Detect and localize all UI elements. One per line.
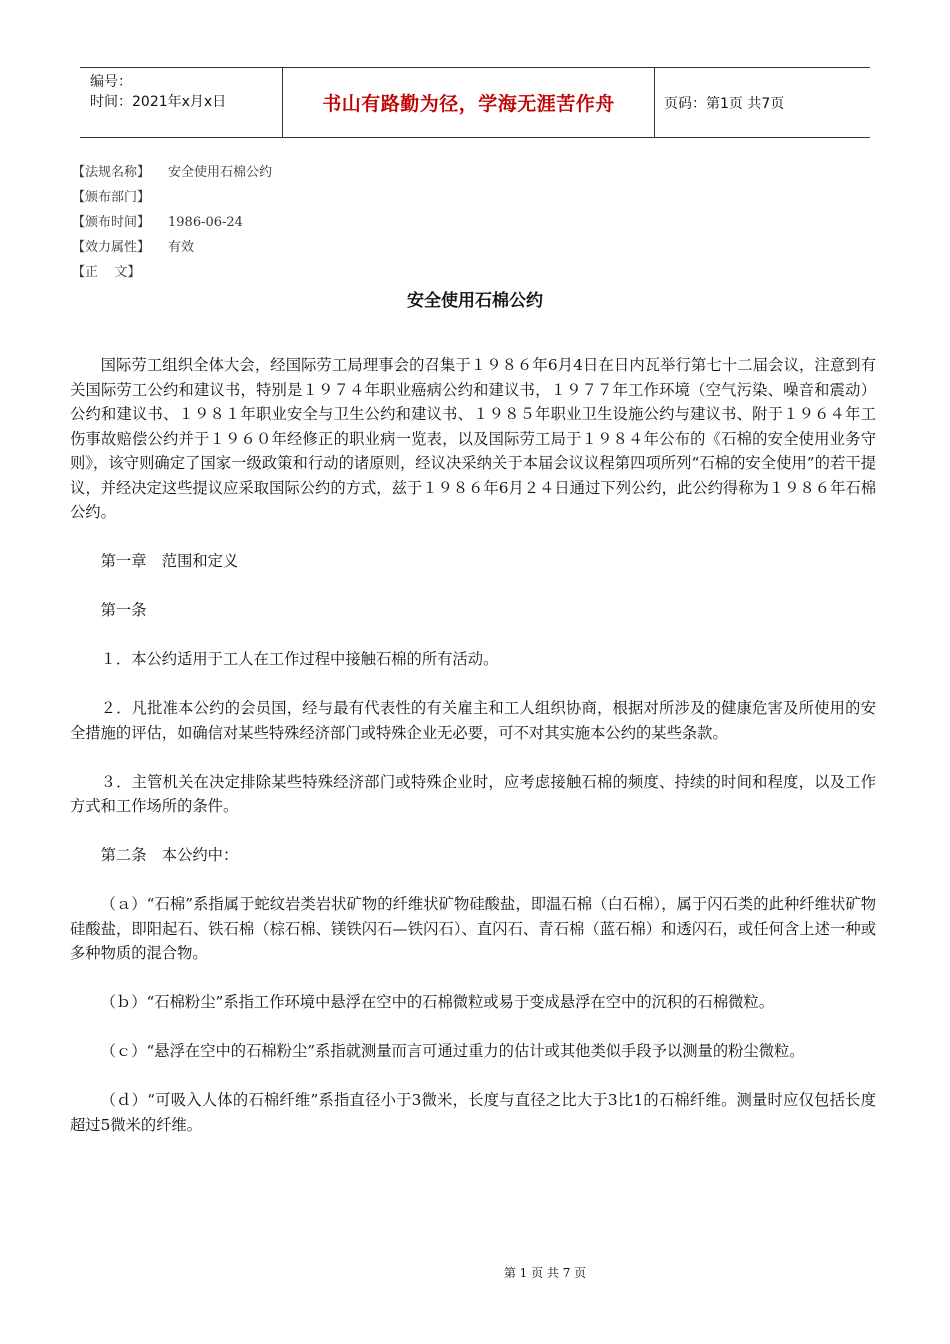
article-heading: 第一条 <box>100 601 147 619</box>
meta-label: 【颁布部门】 <box>72 190 151 205</box>
header-slogan: 书山有路勤为径，学海无涯苦作舟 <box>282 68 655 137</box>
meta-row-name <box>72 160 272 185</box>
document-header <box>80 67 870 138</box>
definition-paragraph: （ｂ）“石棉粉尘”系指工作环境中悬浮在空中的石棉微粒或易于变成悬浮在空中的沉积的石棉微粒。 <box>100 993 775 1011</box>
definition-paragraph: （ａ）“石棉”系指属于蛇纹岩类岩状矿物的纤维状矿物硅酸盐，即温石棉（白石棉），属于闪石类的此种纤维状矿物硅酸盐，即阳起石、铁石棉（棕石棉、镁铁闪石—铁闪石）、直闪石、青石棉（蓝石棉）和透闪石，或任何含上述一种或多种物质的混合物。 <box>70 895 876 962</box>
header-left-cell <box>80 68 282 137</box>
number-label: 编号： <box>90 74 132 90</box>
document-body <box>70 353 876 1162</box>
definition-paragraph: （ｄ）“可吸入人体的石棉纤维”系指直径小于3微米，长度与直径之比大于3比1的石棉纤维。测量时应仅包括长度超过5微米的纤维。 <box>70 1091 876 1134</box>
definition-paragraph: （ｃ）“悬浮在空中的石棉粉尘”系指就测量而言可通过重力的估计或其他类似手段予以测量的粉尘微粒。 <box>100 1042 805 1060</box>
meta-label: 【正 文】 <box>72 265 141 280</box>
meta-value: 安全使用石棉公约 <box>168 165 273 180</box>
meta-row-validity <box>72 235 272 260</box>
clause-paragraph: １．本公约适用于工人在工作过程中接触石棉的所有活动。 <box>100 650 499 668</box>
meta-label: 【颁布时间】 <box>72 215 151 230</box>
chapter-heading: 第一章 范围和定义 <box>100 552 239 570</box>
date-line: 时间：2021年x月x日 <box>90 94 227 110</box>
clause-paragraph: ２．凡批准本公约的会员国，经与最有代表性的有关雇主和工人组织协商，根据对所涉及的健康危害及所使用的安全措施的评估，如确信对某些特殊经济部门或特殊企业无必要，可不对其实施本公约的某些条款。 <box>70 699 876 742</box>
article-heading: 第二条 本公约中： <box>100 846 239 864</box>
regulation-meta <box>72 160 272 285</box>
meta-label: 【法规名称】 <box>72 165 151 180</box>
meta-row-department <box>72 185 272 210</box>
preamble-paragraph: 国际劳工组织全体大会，经国际劳工局理事会的召集于１９８６年6月4日在日内瓦举行第七十二届会议，注意到有关国际劳工公约和建议书，特别是１９７４年职业癌病公约和建议书，１９７７年工作环境（空气污染、噪音和震动）公约和建议书、１９８１年职业安全与卫生公约和建议书、１９８５年职业卫生设施公约与建议书、附于１９６４年工伤事故赔偿公约并于１９６０年经修正的职业病一览表，以及国际劳工局于１９８４年公布的《石棉的安全使用业务守则》，该守则确定了国家一级政策和行动的诸原则，经议决采纳关于本届会议议程第四项所列“石棉的安全使用”的若干提议，并经决定这些提议应采取国际公约的方式，兹于１９８６年6月２４日通过下列公约，此公约得称为１９８６年石棉公约。 <box>70 356 876 521</box>
document-title: 安全使用石棉公约 <box>407 291 543 311</box>
meta-value: 1986-06-24 <box>168 215 243 230</box>
meta-value: 有效 <box>168 240 195 255</box>
page-footer: 第 1 页 共 7 页 <box>503 1266 587 1280</box>
meta-row-date <box>72 210 272 235</box>
header-page-info: 页码：第1页 共7页 <box>664 95 785 112</box>
meta-label: 【效力属性】 <box>72 240 151 255</box>
clause-paragraph: ３．主管机关在决定排除某些特殊经济部门或特殊企业时，应考虑接触石棉的频度、持续的时间和程度，以及工作方式和工作场所的条件。 <box>70 772 876 815</box>
meta-row-text <box>72 260 272 285</box>
